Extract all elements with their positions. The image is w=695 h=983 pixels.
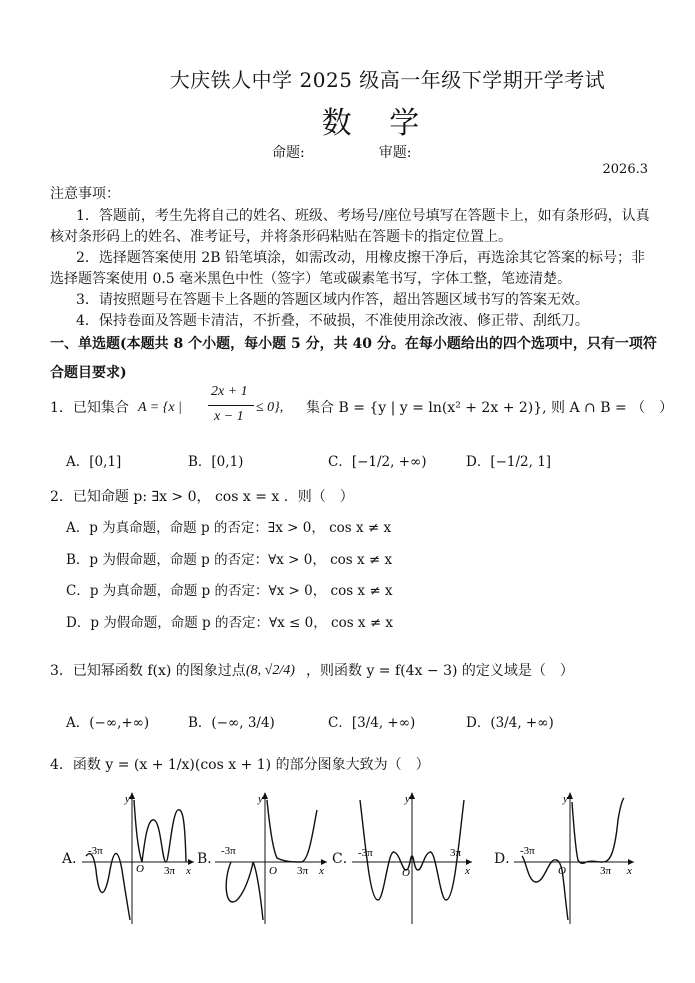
- q1-setA-prefix: A = {x |: [138, 400, 182, 415]
- q4-graph-c-x-label: x: [465, 865, 470, 877]
- q2-option-d: D．p 为假命题，命题 p 的否定：∀x ≤ 0， cos x ≠ x: [66, 615, 394, 631]
- q4-graph-b-label: B．: [197, 851, 222, 867]
- q4-graph-c-y-label: y: [405, 793, 410, 805]
- q1-setA-suffix: ≤ 0},: [256, 400, 284, 415]
- q3-stem-b: ，则函数 y = f(4x − 3) 的定义域是（ ）: [306, 663, 574, 679]
- q4-graph-a-label: A．: [62, 851, 87, 867]
- section-heading: 一、单选题(本题共 8 个小题，每小题 5 分，共 40 分。在每小题给出的四个选项中，只有一项符: [50, 336, 657, 352]
- notice-heading: 注意事项：: [50, 186, 120, 202]
- q3-option-c: C．[3/4, +∞): [328, 715, 416, 731]
- notice-item-1: 1．答题前，考生先将自己的姓名、班级、考场号/座位号填写在答题卡上，如有条形码，认真: [76, 208, 650, 224]
- q4-graph-a-x-label: x: [186, 865, 191, 877]
- q4-graph-b-y-label: y: [258, 793, 263, 805]
- q4-graph-b: [215, 790, 330, 925]
- q4-graph-b-x-label: x: [319, 865, 324, 877]
- q1-num: 1．已知集合: [50, 400, 129, 416]
- q3-option-d: D．(3/4, +∞): [466, 715, 554, 731]
- q1-option-c: C．[−1/2, +∞): [328, 454, 427, 470]
- notice-item-3: 3．请按照题号在答题卡上各题的答题区域内作答，超出答题区域书写的答案无效。: [76, 292, 589, 308]
- q4-graph-a-y-label: y: [125, 793, 130, 805]
- q1-option-a: A．[0,1]: [66, 454, 122, 470]
- q4-graph-d-x-label: x: [627, 865, 632, 877]
- q4-graph-a-origin: O: [136, 863, 144, 875]
- section-heading-cont: 合题目要求): [50, 365, 127, 381]
- q3-point: (8, √2/4): [246, 663, 295, 678]
- exam-date: 2026.3: [602, 162, 648, 177]
- q2-option-b: B．p 为假命题，命题 p 的否定：∀x > 0， cos x ≠ x: [66, 552, 393, 568]
- q4-graph-c-neg-tick: -3π: [358, 847, 373, 859]
- q1-frac-den: x − 1: [214, 409, 244, 424]
- q4-graph-d-label: D．: [494, 851, 520, 867]
- notice-item-4: 4．保持卷面及答题卡清洁，不折叠，不破损，不准使用涂改液、修正带、刮纸刀。: [76, 313, 589, 329]
- notice-item-2-cont: 选择题答案使用 0.5 毫米黑色中性（签字）笔或碳素笔书写，字体工整，笔迹清楚。: [50, 271, 572, 287]
- q1-option-b: B．[0,1): [188, 454, 244, 470]
- q4-graph-b-origin: O: [269, 865, 277, 877]
- q4-graph-c: [352, 790, 477, 925]
- q4-graph-a-pos-tick: 3π: [164, 865, 176, 877]
- q4-graph-a-neg-tick: -3π: [88, 845, 103, 857]
- q4-graph-d-y-label: y: [563, 793, 568, 805]
- q2-option-a: A．p 为真命题，命题 p 的否定：∃x > 0， cos x ≠ x: [66, 520, 392, 536]
- q4-graph-c-origin: O: [402, 867, 410, 879]
- q4-graph-b-neg-tick: -3π: [221, 845, 236, 857]
- q1-frac-num: 2x + 1: [211, 384, 248, 399]
- reviewer-label: 审题:: [378, 145, 412, 161]
- q3-option-b: B．(−∞, 3/4): [188, 715, 275, 731]
- q4-graph-a: [82, 790, 197, 925]
- q1-setB: 集合 B = {y | y = ln(x² + 2x + 2)}, 则 A ∩ B = （ ）: [306, 400, 674, 416]
- author-line: [272, 142, 485, 162]
- q4-graph-c-pos-tick: 3π: [450, 847, 462, 859]
- exam-title: 大庆铁人中学 2025 级高一年级下学期开学考试: [169, 68, 606, 92]
- q2-stem: 2．已知命题 p: ∃x > 0， cos x = x ．则（ ）: [50, 489, 354, 505]
- q1-frac-bar: [208, 405, 254, 406]
- q4-graph-c-label: C．: [332, 851, 357, 867]
- q3-option-a: A．(−∞,+∞): [66, 715, 150, 731]
- q1-option-d: D．[−1/2, 1]: [466, 454, 552, 470]
- notice-item-1-cont: 核对条形码上的姓名、准考证号，并将条形码粘贴在答题卡的指定位置上。: [50, 229, 512, 245]
- subject-title: 数 学: [321, 106, 434, 141]
- q4-graph-d: [514, 790, 639, 925]
- q4-stem: 4．函数 y = (x + 1/x)(cos x + 1) 的部分图象大致为（ ）: [50, 757, 430, 773]
- q3-stem-a: 3．已知幂函数 f(x) 的图象过点: [50, 663, 246, 679]
- q4-graph-d-origin: O: [558, 865, 566, 877]
- q4-graph-d-neg-tick: -3π: [520, 845, 535, 857]
- q4-graph-d-pos-tick: 3π: [600, 865, 612, 877]
- notice-item-2: 2．选择题答案使用 2B 铅笔填涂，如需改动，用橡皮擦干净后，再选涂其它答案的标号；非: [76, 250, 646, 266]
- q2-option-c: C．p 为真命题，命题 p 的否定：∀x > 0， cos x ≠ x: [66, 583, 393, 599]
- author-label: 命题:: [272, 145, 305, 161]
- q4-graph-b-pos-tick: 3π: [297, 865, 309, 877]
